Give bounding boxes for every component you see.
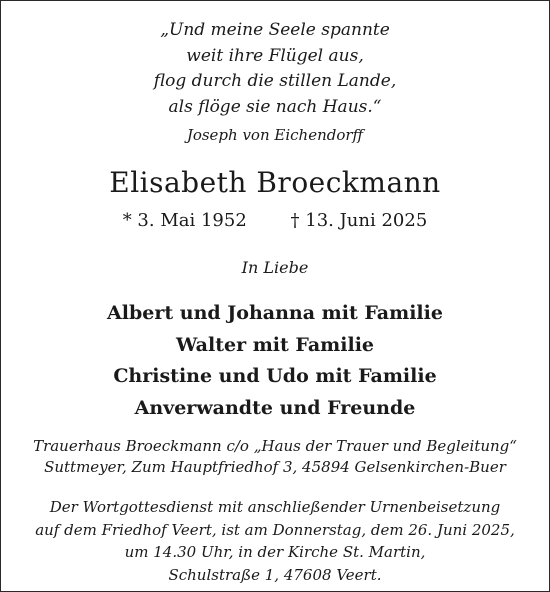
poem-line: flog durch die stillen Lande, [153, 71, 397, 91]
mourners-list [0, 298, 550, 424]
mourner-line: Anverwandte und Freunde [134, 396, 416, 419]
life-dates [0, 210, 550, 231]
service-line: Der Wortgottesdienst mit anschließender Urnenbeisetzung [49, 498, 501, 516]
service-line: um 14.30 Uhr, in der Kirche St. Martin, [124, 543, 426, 561]
poem-line: weit ihre Flügel aus, [186, 45, 364, 66]
birth-date: * 3. Mai 1952 [122, 210, 247, 231]
in-liebe-label: In Liebe [241, 258, 309, 277]
funeral-home-line: Trauerhaus Broeckmann c/o „Haus der Trauer und Begleitung“ [33, 437, 517, 455]
poem-line: als flöge sie nach Haus.“ [168, 96, 382, 117]
mourner-line: Albert und Johanna mit Familie [107, 302, 443, 324]
poem-author: Joseph von Eichendorff [186, 126, 364, 144]
service-line: auf dem Friedhof Veert, ist am Donnerstag, dem 26. Juni 2025, [35, 520, 515, 539]
poem-quote [0, 18, 550, 120]
funeral-home-line: Suttmeyer, Zum Hauptfriedhof 3, 45894 Gelsenkirchen-Buer [44, 458, 506, 476]
funeral-home-address [0, 436, 550, 478]
mourner-line: Christine und Udo mit Familie [113, 365, 437, 387]
service-details [0, 496, 550, 586]
service-line: Schulstraße 1, 47608 Veert. [168, 565, 382, 584]
poem-line: „Und meine Seele spannte [160, 20, 390, 40]
deceased-name: Elisabeth Broeckmann [109, 166, 441, 199]
death-date: † 13. Juni 2025 [290, 210, 428, 231]
mourner-line: Walter mit Familie [175, 333, 375, 356]
